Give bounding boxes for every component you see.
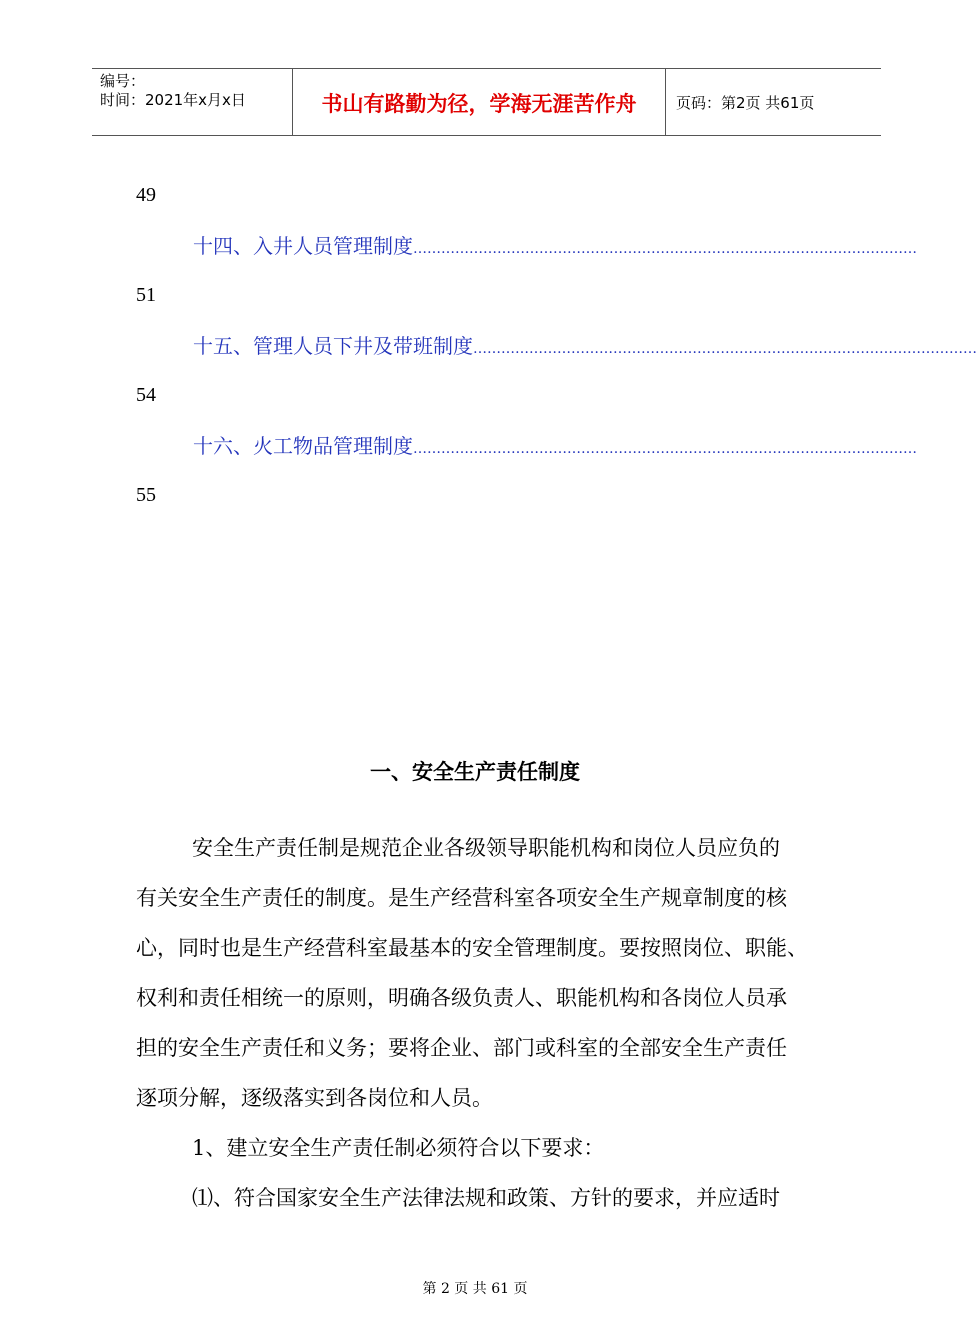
header-page-cell	[666, 69, 881, 135]
toc-leader-dots: ………………………………………………………………………………………………	[473, 341, 977, 357]
body-text-line: 安全生产责任制是规范企业各级领导职能机构和岗位人员应负的	[192, 836, 780, 860]
header-motto: 书山有路勤为径，学海无涯苦作舟	[321, 91, 637, 116]
body-text-line: 1、建立安全生产责任制必须符合以下要求：	[192, 1136, 605, 1160]
header-page-info: 页码：第2页 共61页	[676, 94, 815, 112]
body-text-line: 担的安全生产责任和义务；要将企业、部门或科室的全部安全生产责任	[136, 1036, 787, 1060]
header-meta-cell	[92, 69, 293, 135]
body-text-line: 逐项分解，逐级落实到各岗位和人员。	[136, 1086, 493, 1110]
toc-leader-dots: ………………………………………………………………………………………………	[413, 241, 917, 257]
document-time-label: 时间：2021年x月x日	[100, 91, 246, 109]
toc-page-number: 49	[136, 184, 156, 206]
toc-page-number: 55	[136, 484, 156, 506]
page-header	[92, 68, 881, 136]
toc-page-number: 54	[136, 384, 156, 406]
document-code-label: 编号：	[100, 72, 146, 90]
body-text-line: 有关安全生产责任的制度。是生产经营科室各项安全生产规章制度的核	[136, 886, 787, 910]
body-text-line: ⑴、符合国家安全生产法律法规和政策、方针的要求，并应适时	[192, 1186, 780, 1210]
toc-entry[interactable]	[193, 333, 977, 362]
toc-entry[interactable]	[193, 433, 917, 462]
section-title: 一、安全生产责任制度	[370, 760, 580, 784]
toc-entry-label[interactable]: 十六、火工物品管理制度	[193, 434, 413, 458]
toc-entry-label[interactable]: 十五、管理人员下井及带班制度	[193, 334, 473, 358]
body-text-line: 心，同时也是生产经营科室最基本的安全管理制度。要按照岗位、职能、	[136, 936, 808, 960]
toc-entry[interactable]	[193, 233, 917, 262]
toc-leader-dots: ………………………………………………………………………………………………	[413, 441, 917, 457]
toc-entry-label[interactable]: 十四、入井人员管理制度	[193, 234, 413, 258]
toc-page-number: 51	[136, 284, 156, 306]
header-motto-cell	[293, 69, 666, 135]
page-footer: 第 2 页 共 61 页	[422, 1281, 528, 1297]
body-text-line: 权利和责任相统一的原则，明确各级负责人、职能机构和各岗位人员承	[136, 986, 787, 1010]
